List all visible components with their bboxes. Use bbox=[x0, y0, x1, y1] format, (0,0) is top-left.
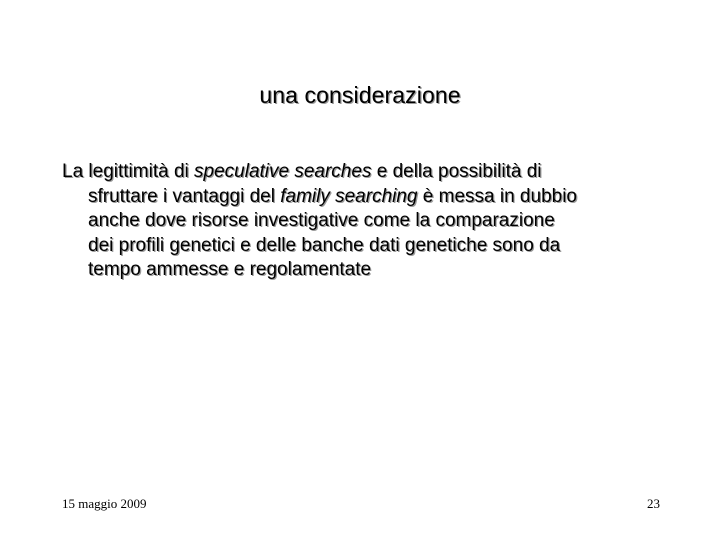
line-2-text-start: sfruttare i vantaggi del bbox=[88, 185, 281, 207]
footer-page-number: 23 bbox=[647, 496, 660, 511]
line-2-text-end: è messa in dubbio bbox=[417, 185, 577, 207]
paragraph-line-2 bbox=[62, 185, 662, 210]
slide-title: una considerazione bbox=[259, 82, 461, 108]
line-1-text-start: La legittimità di bbox=[62, 161, 195, 182]
paragraph-line-1 bbox=[62, 160, 662, 185]
paragraph-line-4: dei profili genetici e delle banche dati genetiche sono da bbox=[88, 234, 561, 256]
line-1-text-end: e della possibilità di bbox=[371, 161, 542, 182]
paragraph-line-5: tempo ammesse e regolamentate bbox=[88, 259, 372, 280]
line-2-emphasis: family searching bbox=[280, 185, 418, 207]
slide-body-paragraph bbox=[62, 160, 662, 283]
line-1-emphasis: speculative searches bbox=[194, 161, 372, 182]
paragraph-line-3: anche dove risorse investigative come la comparazione bbox=[88, 210, 555, 231]
footer-date: 15 maggio 2009 bbox=[62, 496, 147, 511]
